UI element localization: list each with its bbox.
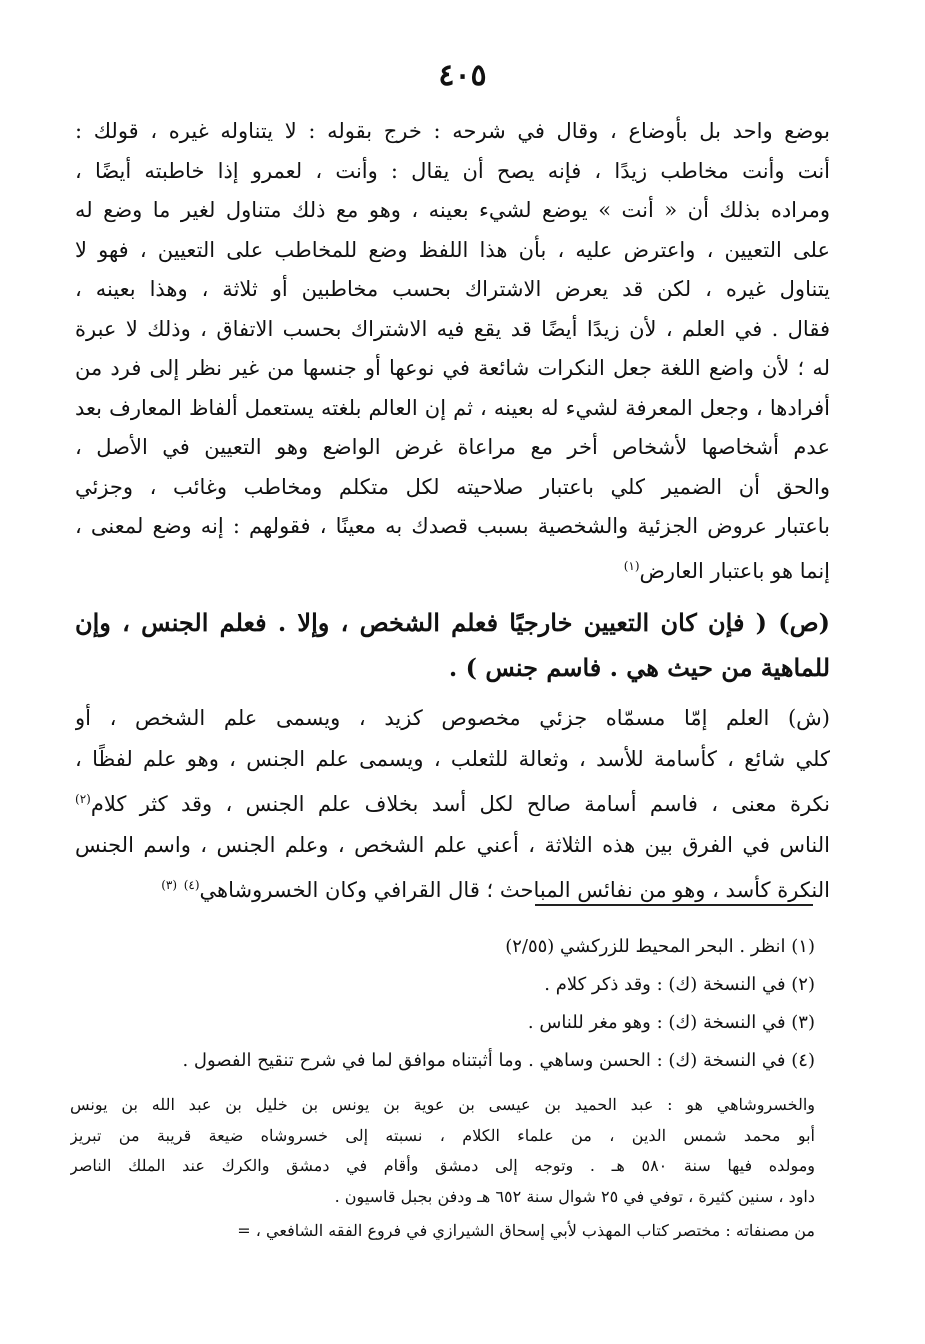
footnote-ref: (٣) [161, 878, 178, 892]
commentary-paragraph [75, 112, 830, 591]
sharh-line: الناس في الفرق بين هذه الثلاثة ، أعني علم الشخص ، وعلم الجنس ، واسم الجنس [75, 832, 830, 857]
bio-line: من مصنفاته : مختصر كتاب المهذب لأبي إسحاق الشيرازي في فروع الفقه الشافعي ، = [237, 1221, 815, 1240]
text-line: فقال . في العلم ، لأن زيدًا أيضًا قد يقع فيه الاشتراك بحسب الاتفاق ، وذلك لا عبرة [75, 316, 830, 341]
text-line: عدم أشخاصها لأشخاص أخر مع مراعاة غرض الواضع وهو التعيين في الأصل ، [75, 435, 830, 459]
sharh-paragraph [75, 698, 830, 911]
text-line: يتناول غيره ، لكن قد يعرض الاشتراك بحسب مخاطبين أو ثلاثة ، وهذا بعينه ، [75, 277, 830, 301]
text-segment: النكرة كأسد ، وهو من نفائس المباحث ؛ قال القرافي وكان الخسروشاهي [199, 878, 830, 902]
footnote-3: (٣) في النسخة (ك) : وهو مغر للناس . [527, 1012, 815, 1033]
footnote-ref: (١) [623, 558, 640, 573]
text-line: ومراده بذلك أن « أنت » يوضع لشيء بعينه ، وهو مع ذلك متناول لغير ما وضع له [75, 198, 830, 222]
sharh-line: (ش) العلم إمّا مسمّاه جزئي مخصوص كزيد ، ويسمى علم الشخص ، أو [75, 706, 830, 730]
biography-note [70, 1090, 815, 1247]
text-line: أفرادها ، وجعل المعرفة لشيء له بعينه ، ثم إن العالم بلغته يستعمل ألفاظ المعارف بعد [75, 395, 830, 420]
sharh-line: كلي شائع ، كأسامة للأسد ، وثعالة للثعلب ، ويسمى علم الجنس ، وهو علم لفظًا ، [75, 746, 830, 771]
text-segment: إنما هو باعتبار العارض [639, 558, 830, 583]
bio-line: أبو محمد شمس الدين ، من علماء الكلام ، نسبته إلى خسروشاه ضيعة قريبة من تبريز [70, 1125, 815, 1145]
text-line-last [75, 547, 830, 592]
bio-line: داود ، سنين كثيرة ، توفي في ٢٥ شوال سنة ٦٥٢ هـ ودفن بجبل قاسيون . [334, 1186, 815, 1206]
text-line: والحق أن الضمير كلي باعتبار صلاحيته لكل متكلم ومخاطب وغائب ، وجزئي [75, 474, 830, 499]
text-line: باعتبار عروض الجزئية والشخصية بسبب قصدك به معينًا ، فقولهم : إنه وضع لمعنى ، [75, 514, 830, 538]
footnote-ref: (٤) [183, 878, 200, 892]
footnote-divider [535, 904, 813, 906]
matn-line: للماهية من حيث هي . فاسم جنس ) . [448, 653, 830, 682]
bio-line: ومولده فيها سنة ٥٨٠ هـ . وتوجه إلى دمشق وأقام في دمشق والكرك عند الملك الناصر [70, 1156, 815, 1175]
text-line: بوضع واحد بل بأوضاع ، وقال في شرحه : خرج بقوله : لا يتناوله غيره ، قولك : [75, 119, 830, 143]
text-line: له ؛ لأن واضع اللغة جعل النكرات شائعة في نوعها أو جنسها من غير نظر إلى فرد من [75, 356, 830, 380]
text-line: على التعيين ، واعترض عليه ، بأن هذا اللفظ وضع للمخاطب على التعيين ، فهو لا [75, 237, 830, 262]
bio-line: والخسروشاهي هو : عبد الحميد بن عيسى بن عوية بن يونس بن خليل بن عبد الله بن يونس [70, 1095, 815, 1114]
text-line: أنت وأنت مخاطب زيدًا ، فإنه يصح أن يقال : وأنت ، لعمرو إذا خاطبته أيضًا ، [75, 158, 830, 183]
footnote-1: (١) انظر . البحر المحيط للزركشي (٢/٥٥) [505, 936, 815, 957]
footnote-4: (٤) في النسخة (ك) : الحسن وساهي . وما أثبتناه موافق لما في شرح تنقيح الفصول . [182, 1050, 815, 1071]
matn-line: (ص) ( فإن كان التعيين خارجيًا فعلم الشخص ، وإلا . فعلم الجنس ، وإن [75, 608, 830, 637]
text-segment: نكرة معنى ، فاسم أسامة صالح لكل أسد بخلاف علم الجنس ، وقد كثر كلام [90, 792, 830, 816]
footnote-ref: (٢) [75, 792, 91, 806]
footnotes [75, 928, 815, 1080]
matn-text [75, 600, 830, 690]
sharh-line [75, 779, 830, 825]
footnote-2: (٢) في النسخة (ك) : وقد ذكر كلام . [544, 974, 815, 995]
page-number: ٤٠٥ [438, 58, 487, 93]
